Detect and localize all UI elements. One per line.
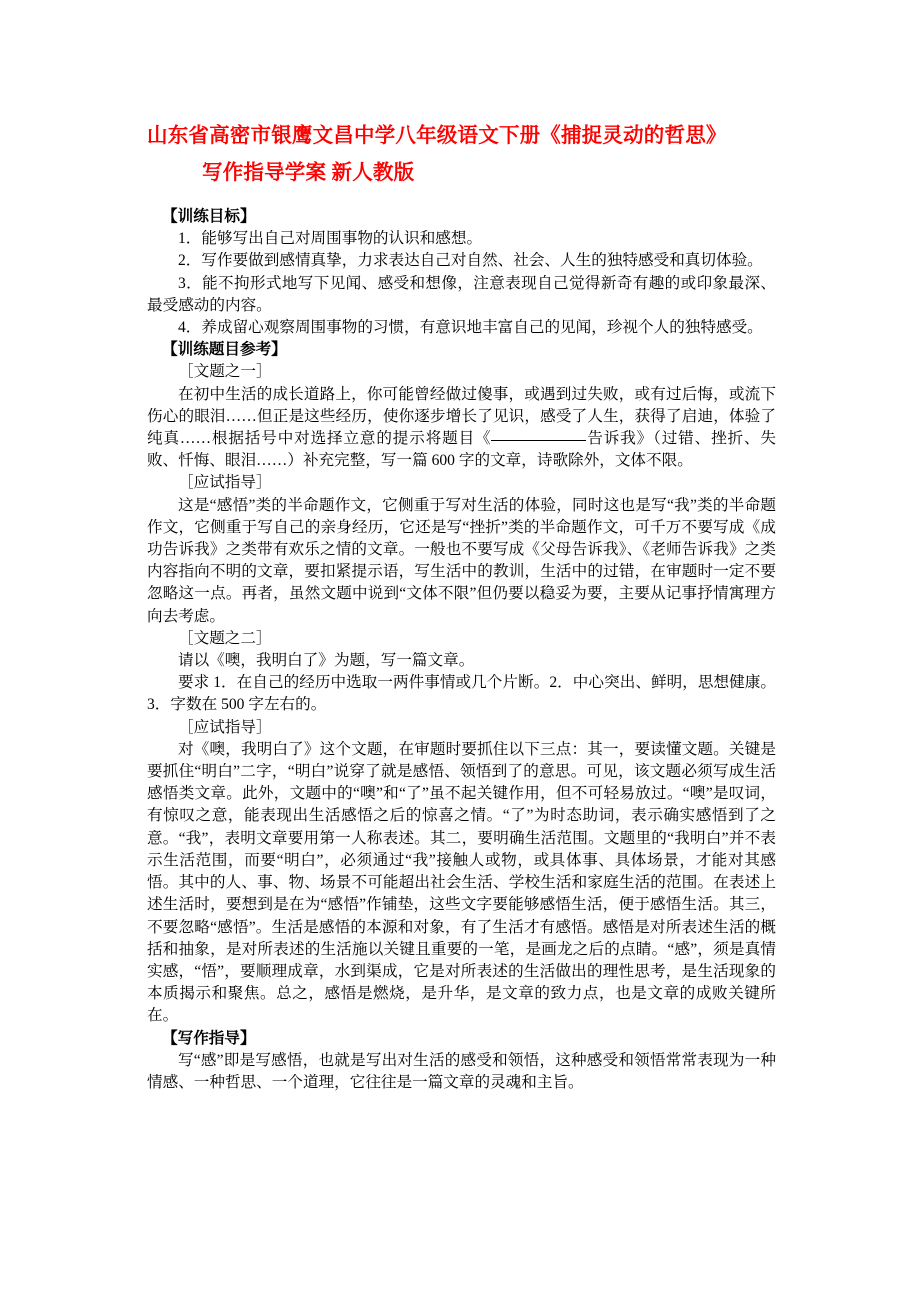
- training-goal-item-1: 1．能够写出自己对周围事物的认识和感想。: [178, 230, 483, 248]
- document-content: [147, 118, 776, 1094]
- topic-two-body: 请以《噢，我明白了》为题，写一篇文章。: [178, 652, 475, 670]
- page-title-line-2: 写作指导学案 新人教版: [202, 162, 415, 184]
- guide-two-body: 对《噢，我明白了》这个文题，在审题时要抓住以下三点：其一，要读懂文题。关键是要抓住“明白”二字，“明白”说穿了就是感悟、领悟到了的意思。可见，该文题必须写成生活感悟类文章。此外，文题中的“噢”和“了”虽不起关键作用，但不可轻易放过。“噢”是叹词，有惊叹之意，能表现出生活感悟之后的惊喜之情。“了”为时态助词，表示确实感悟到了之意。“我”，表明文章要用第一人称表述。其二，要明确生活范围。文题里的“我明白”并不表示生活范围，而要“明白”，必须通过“我”接触人或物，或具体事、具体场景，才能对其感悟。其中的人、事、物、场景不可能超出社会生活、学校生活和家庭生活的范围。在表述上述生活时，要想到是在为“感悟”作铺垫，这些文字要能够感悟生活，便于感悟生活。其三，不要忽略“感悟”。生活是感悟的本源和对象，有了生活才有感悟。感悟是对所表述生活的概括和抽象，是对所表述的生活施以关键且重要的一笔，是画龙之后的点睛。“感”，须是真情实感，“悟”，要顺理成章，水到渠成，它是对所表述的生活做出的理性思考，是生活现象的本质揭示和聚焦。总之，感悟是燃烧，是升华，是文章的致力点，也是文章的成败关键所在。: [147, 740, 776, 1025]
- guide-one-label: ［应试指导］: [178, 474, 272, 492]
- section-heading-writing-guidance: 【写作指导】: [162, 1029, 256, 1047]
- topic-one-label: ［文题之一］: [178, 363, 272, 381]
- topic-two-requirements: 要求 1．在自己的经历中选取一两件事情或几个片断。2．中心突出、鲜明，思想健康。3．字数在 500 字左右的。: [147, 674, 776, 714]
- topic-two-label: ［文题之二］: [178, 629, 272, 647]
- guide-two-label: ［应试指导］: [178, 718, 272, 736]
- topic-one-body: [147, 384, 776, 473]
- topic-one-body-part1: 在初中生活的成长道路上，你可能曾经做过傻事，或遇到过失败，或有过后悔，或流下伤心的眼泪……但正是这些经历，使你逐步增长了见识，感受了人生，获得了启迪，体验了纯真……根据括号中对选择立意的提示将题目《: [147, 385, 776, 448]
- guide-one-body: 这是“感悟”类的半命题作文，它侧重于写对生活的体验，同时这也是写“我”类的半命题作文，它侧重于写自己的亲身经历，它还是写“挫折”类的半命题作文，可千万不要写成《成功告诉我》之类带有欢乐之情的文章。一般也不要写成《父母告诉我》、《老师告诉我》之类内容指向不明的文章，要扣紧提示语，写生活中的教训，生活中的过错，在审题时一定不要忽略这一点。再者，虽然文题中说到“文体不限”但仍要以稳妥为要，主要从记事抒情寓理方向去考虑。: [147, 496, 776, 625]
- training-goal-item-2: 2．写作要做到感情真挚，力求表达自己对自然、社会、人生的独特感受和真切体验。: [178, 252, 763, 270]
- section-heading-training-goals: 【训练目标】: [162, 208, 256, 225]
- training-goal-item-3: 3．能不拘形式地写下见闻、感受和想像，注意表现自己觉得新奇有趣的或印象最深、最受感动的内容。: [147, 274, 776, 314]
- writing-guidance-body: 写“感”即是写感悟，也就是写出对生活的感受和领悟，这种感受和领悟常常表现为一种情感、一种哲思、一个道理，它往往是一篇文章的灵魂和主旨。: [147, 1051, 776, 1091]
- topic-one-body-part2: 告诉我》（过错、挫折、失败、忏悔、眼泪……）补充完整，写一篇 600 字的文章，诗歌除外，文体不限。: [147, 430, 776, 470]
- training-goal-item-4: 4．养成留心观察周围事物的习惯，有意识地丰富自己的见闻，珍视个人的独特感受。: [178, 319, 763, 337]
- page-title-line-1: 山东省高密市银鹰文昌中学八年级语文下册《捕捉灵动的哲思》: [147, 125, 727, 147]
- page-title: [147, 118, 776, 192]
- fill-in-blank-line: [491, 440, 586, 441]
- section-heading-topic-reference: 【训练题目参考】: [162, 341, 287, 359]
